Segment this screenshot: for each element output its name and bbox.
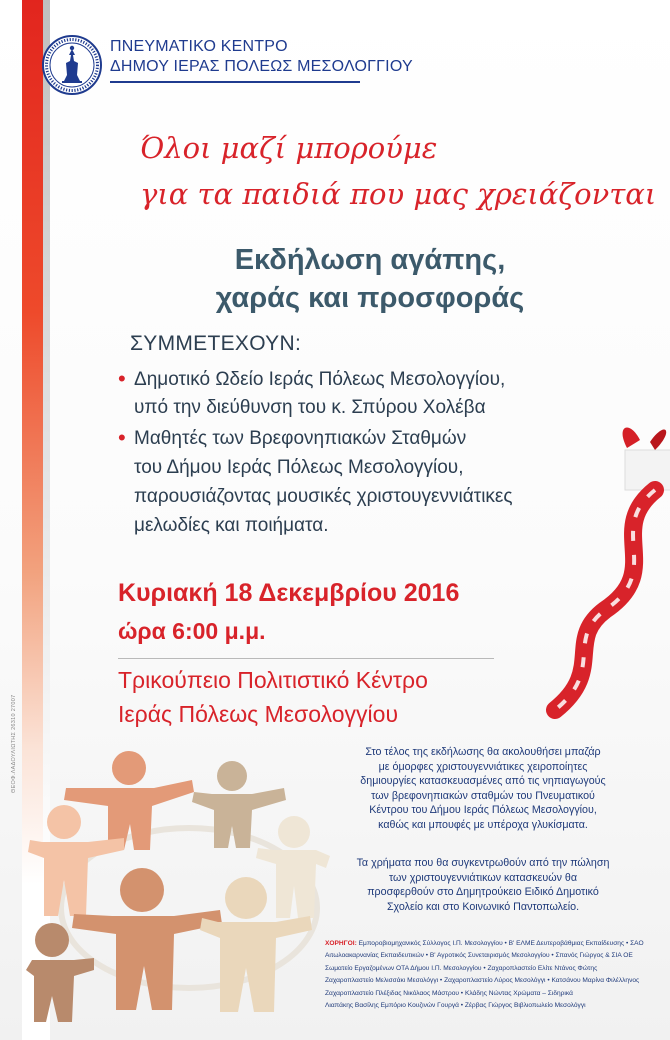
slogan-line-1: Όλοι μαζί μπορούμε bbox=[140, 131, 438, 165]
gift-ribbon-icon bbox=[545, 420, 670, 720]
participant-line: Δημοτικό Ωδείο Ιεράς Πόλεως Μεσολογγίου, bbox=[134, 369, 506, 390]
participant-line: του Δήμου Ιεράς Πόλεως Μεσολογγίου, bbox=[134, 457, 464, 478]
organization-line-1: ΠΝΕΥΜΑΤΙΚΟ ΚΕΝΤΡΟ bbox=[110, 38, 288, 55]
header-underline bbox=[110, 81, 360, 83]
info-line: των βρεφονηπιακών σταθμών του Πνευματικού bbox=[371, 789, 595, 802]
event-title-line-1: Εκδήλωση αγάπης, bbox=[234, 244, 506, 276]
date-venue-divider bbox=[118, 658, 494, 659]
info-line: Τα χρήματα που θα συγκεντρωθούν από την πώληση bbox=[356, 857, 610, 869]
info-line: καθώς και μπουφές με υπέροχα γλυκίσματα. bbox=[378, 818, 588, 831]
participant-line: μελωδίες και ποιήματα. bbox=[134, 515, 329, 536]
printer-credit: ΘΕΟΦ.ΛΑΔΟΥΛΙΩΤΗΣ 26310 27007 bbox=[11, 694, 17, 793]
organization-name bbox=[110, 37, 413, 77]
sponsor-line: Λιαπάκης Βασίλης Εμπόριο Κουζινών Γουργά • Ζέρβας Γιώργος Βιβλιοπωλείο Μεσολόγγι bbox=[325, 1002, 586, 1010]
event-time: ώρα 6:00 μ.μ. bbox=[118, 618, 266, 644]
organization-line-2: ΔΗΜΟΥ ΙΕΡΑΣ ΠΟΛΕΩΣ ΜΕΣΟΛΟΓΓΙΟΥ bbox=[110, 58, 413, 75]
sponsor-line: Σωματείο Εργαζομένων ΟΤΑ Δήμου Ι.Π. Μεσολογγίου • Ζαχαροπλαστείο Ελίτε Ντάνος Φώτης bbox=[325, 964, 598, 972]
info-line: προσφερθούν στο Δημητρούκειο Ειδικό Δημοτικό bbox=[367, 886, 599, 899]
slogan-line-2: για τα παιδιά που μας χρειάζονται bbox=[140, 177, 657, 211]
participant-line: υπό την διεύθυνση του κ. Σπύρου Χολέβα bbox=[134, 397, 486, 418]
event-date: Κυριακή 18 Δεκεμβρίου 2016 bbox=[118, 579, 460, 607]
municipality-seal-icon bbox=[42, 35, 102, 95]
proceeds-info bbox=[333, 856, 633, 914]
event-title-line-2: χαράς και προσφοράς bbox=[215, 282, 525, 314]
sponsor-line: Αιτωλοακαρνανίας Εκπαιδευτικών • Β' Αγροτικός Συνεταιρισμός Μεσολογγίου • Σπανός Γιώργος & ΣΙΑ ΟΕ bbox=[325, 952, 633, 960]
bullet-icon: • bbox=[118, 425, 126, 450]
sponsors-list bbox=[325, 938, 665, 1012]
info-line: δημιουργίες κατασκευασμένες από τις νηπιαγωγούς bbox=[360, 775, 606, 788]
info-line: με όμορφες χριστουγεννιάτικες χειροποίητες bbox=[378, 760, 588, 773]
participant-line: Μαθητές των Βρεφονηπιακών Σταθμών bbox=[134, 428, 467, 449]
info-line: Σχολείο και στο Κοινωνικό Παντοπωλείο. bbox=[386, 900, 580, 913]
sponsor-line: Ζαχαροπλαστείο Μελισσάκι Μεσολόγγι • Ζαχαροπλαστείο Λύρος Μεσολόγγι • Κατσάνου Μαρίνα Φιλέλληνος bbox=[325, 977, 640, 985]
info-line: των χριστουγεννιάτικων κατασκευών θα bbox=[388, 871, 578, 884]
venue-line-1: Τρικούπειο Πολιτιστικό Κέντρο bbox=[118, 667, 428, 693]
sponsor-line: Ζαχαροπλαστείο Πλέξιδας Νικόλαος Μάστρου • Κλάδης Νώντας Χρώματα – Σιδηρικά bbox=[325, 989, 573, 997]
sponsors-label: ΧΟΡΗΓΟΙ: bbox=[325, 940, 357, 947]
participants-heading: ΣΥΜΜΕΤΕΧΟΥΝ: bbox=[130, 332, 302, 355]
participant-line: παρουσιάζοντας μουσικές χριστουγεννιάτικες bbox=[134, 486, 513, 507]
info-line: Στο τέλος της εκδήλωσης θα ακολουθήσει μπαζάρ bbox=[365, 746, 601, 758]
info-line: Κέντρου του Δήμου Ιεράς Πόλεως Μεσολογγίου, bbox=[369, 804, 597, 817]
venue-line-2: Ιεράς Πόλεως Μεσολογγίου bbox=[118, 701, 399, 727]
paper-people-circle-icon bbox=[24, 740, 334, 1030]
bazaar-info bbox=[333, 745, 633, 833]
bullet-icon: • bbox=[118, 366, 126, 391]
sponsor-line: Εμποροβιομηχανικός Σύλλογος Ι.Π. Μεσολογγίου • Β' ΕΛΜΕ Δευτεροβάθμιας Εκπαίδευσης • ΣΑΟ bbox=[358, 940, 644, 947]
